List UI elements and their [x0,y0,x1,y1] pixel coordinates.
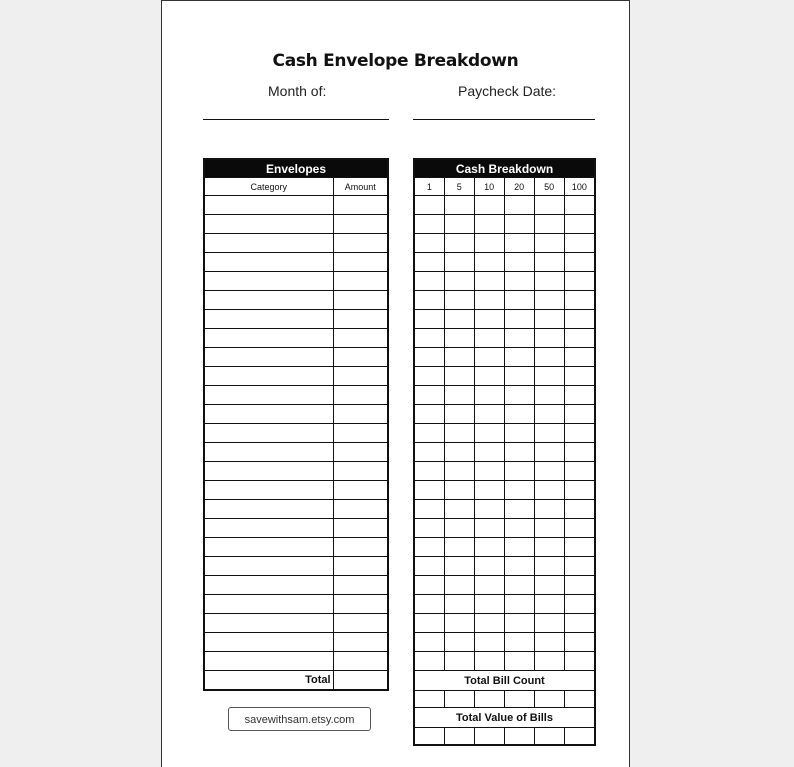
bill-count-cell[interactable] [504,215,534,234]
amount-cell[interactable] [333,367,388,386]
bill-count-cell[interactable] [474,557,504,576]
bill-count-cell[interactable] [564,633,595,652]
bill-count-cell[interactable] [564,291,595,310]
cash-row [414,652,595,671]
amount-cell[interactable] [333,576,388,595]
bill-count-cell[interactable] [504,367,534,386]
denomination-header: 20 [504,178,534,196]
cash-row [414,234,595,253]
bill-count-cell[interactable] [474,652,504,671]
bill-count-cell[interactable] [564,272,595,291]
bill-count-cell[interactable] [504,519,534,538]
bill-count-cell[interactable] [444,386,474,405]
envelope-row [204,196,388,215]
bill-count-cell[interactable] [444,291,474,310]
bill-count-total-cell[interactable] [534,691,564,708]
bill-count-cell[interactable] [504,405,534,424]
bill-count-cell[interactable] [474,481,504,500]
bill-count-cell[interactable] [474,329,504,348]
category-cell[interactable] [204,196,333,215]
total-value-row [414,728,595,746]
paycheck-date-line [413,119,595,120]
amount-cell[interactable] [333,348,388,367]
envelopes-table [203,158,389,691]
bill-count-cell[interactable] [564,519,595,538]
envelope-row [204,310,388,329]
bill-count-cell[interactable] [534,253,564,272]
bill-count-cell[interactable] [504,291,534,310]
bill-count-cell[interactable] [534,557,564,576]
cash-breakdown-header: Cash Breakdown [414,159,595,178]
bill-count-cell[interactable] [444,443,474,462]
bill-count-cell[interactable] [534,462,564,481]
cash-row [414,633,595,652]
bill-count-cell[interactable] [444,557,474,576]
envelope-row [204,652,388,671]
bill-count-cell[interactable] [414,652,444,671]
bill-count-cell[interactable] [564,215,595,234]
bill-count-cell[interactable] [564,595,595,614]
bill-count-cell[interactable] [564,329,595,348]
category-cell[interactable] [204,595,333,614]
cash-row [414,462,595,481]
bill-count-cell[interactable] [444,405,474,424]
bill-count-cell[interactable] [444,424,474,443]
amount-cell[interactable] [333,386,388,405]
category-cell[interactable] [204,500,333,519]
bill-value-total-cell[interactable] [444,728,474,746]
bill-count-cell[interactable] [444,310,474,329]
amount-cell[interactable] [333,633,388,652]
paycheck-date-label: Paycheck Date: [458,83,557,99]
envelope-row [204,329,388,348]
bill-count-cell[interactable] [564,405,595,424]
bill-count-cell[interactable] [504,424,534,443]
bill-count-cell[interactable] [474,367,504,386]
bill-count-cell[interactable] [534,348,564,367]
cash-row [414,367,595,386]
bill-count-cell[interactable] [474,500,504,519]
bill-count-cell[interactable] [414,538,444,557]
bill-count-cell[interactable] [504,386,534,405]
amount-cell[interactable] [333,652,388,671]
amount-cell[interactable] [333,234,388,253]
bill-count-cell[interactable] [414,595,444,614]
cash-row [414,576,595,595]
bill-count-cell[interactable] [564,386,595,405]
bill-count-cell[interactable] [564,614,595,633]
cash-row [414,614,595,633]
amount-column-header: Amount [333,178,388,196]
worksheet-page [161,0,630,767]
denomination-header: 5 [444,178,474,196]
envelope-row [204,348,388,367]
bill-count-cell[interactable] [564,652,595,671]
cash-row [414,253,595,272]
bill-count-cell[interactable] [414,215,444,234]
envelope-row [204,614,388,633]
envelope-row [204,234,388,253]
bill-count-cell[interactable] [534,234,564,253]
envelope-total-cell[interactable] [333,671,388,691]
category-cell[interactable] [204,576,333,595]
bill-count-cell[interactable] [504,576,534,595]
bill-count-cell[interactable] [564,462,595,481]
bill-count-cell[interactable] [534,443,564,462]
bill-count-cell[interactable] [564,576,595,595]
bill-count-cell[interactable] [504,462,534,481]
envelope-row [204,424,388,443]
bill-count-cell[interactable] [444,576,474,595]
denomination-header: 100 [564,178,595,196]
category-cell[interactable] [204,215,333,234]
bill-count-cell[interactable] [474,576,504,595]
bill-count-cell[interactable] [534,595,564,614]
bill-count-cell[interactable] [564,234,595,253]
category-cell[interactable] [204,329,333,348]
month-of-line [203,119,389,120]
denomination-header: 50 [534,178,564,196]
bill-count-cell[interactable] [414,310,444,329]
category-cell[interactable] [204,443,333,462]
bill-count-cell[interactable] [534,576,564,595]
envelope-row [204,291,388,310]
bill-count-cell[interactable] [414,234,444,253]
bill-count-cell[interactable] [504,348,534,367]
bill-count-cell[interactable] [474,196,504,215]
bill-count-cell[interactable] [504,310,534,329]
bill-count-cell[interactable] [564,481,595,500]
bill-count-cell[interactable] [534,386,564,405]
bill-count-cell[interactable] [444,652,474,671]
bill-count-cell[interactable] [564,500,595,519]
bill-count-cell[interactable] [414,519,444,538]
category-cell[interactable] [204,253,333,272]
bill-count-cell[interactable] [534,291,564,310]
category-cell[interactable] [204,367,333,386]
bill-count-cell[interactable] [414,291,444,310]
envelope-row [204,367,388,386]
cash-row [414,348,595,367]
cash-row [414,215,595,234]
bill-count-cell[interactable] [444,272,474,291]
bill-count-cell[interactable] [474,633,504,652]
bill-count-cell[interactable] [534,310,564,329]
category-cell[interactable] [204,424,333,443]
amount-cell[interactable] [333,253,388,272]
cash-row [414,500,595,519]
bill-count-cell[interactable] [504,614,534,633]
envelope-row [204,576,388,595]
envelope-row [204,500,388,519]
bill-count-cell[interactable] [414,576,444,595]
bill-count-cell[interactable] [444,519,474,538]
amount-cell[interactable] [333,500,388,519]
envelope-row [204,405,388,424]
category-cell[interactable] [204,481,333,500]
bill-count-cell[interactable] [444,595,474,614]
bill-count-cell[interactable] [564,424,595,443]
amount-cell[interactable] [333,557,388,576]
amount-cell[interactable] [333,405,388,424]
bill-count-cell[interactable] [564,538,595,557]
bill-count-cell[interactable] [414,196,444,215]
envelope-row [204,443,388,462]
cash-row [414,386,595,405]
bill-count-cell[interactable] [504,652,534,671]
amount-cell[interactable] [333,272,388,291]
bill-count-cell[interactable] [444,215,474,234]
bill-count-cell[interactable] [534,481,564,500]
cash-row [414,310,595,329]
bill-count-cell[interactable] [474,443,504,462]
bill-count-cell[interactable] [504,538,534,557]
bill-count-cell[interactable] [444,633,474,652]
bill-count-cell[interactable] [444,348,474,367]
bill-count-cell[interactable] [414,557,444,576]
bill-count-cell[interactable] [534,538,564,557]
bill-value-total-cell[interactable] [564,728,595,746]
category-cell[interactable] [204,272,333,291]
category-cell[interactable] [204,462,333,481]
envelope-row [204,633,388,652]
bill-value-total-cell[interactable] [534,728,564,746]
bill-count-cell[interactable] [564,367,595,386]
envelope-row [204,386,388,405]
amount-cell[interactable] [333,481,388,500]
bill-count-cell[interactable] [414,481,444,500]
bill-count-cell[interactable] [474,519,504,538]
amount-cell[interactable] [333,424,388,443]
cash-row [414,272,595,291]
bill-count-cell[interactable] [414,633,444,652]
amount-cell[interactable] [333,291,388,310]
bill-count-cell[interactable] [444,196,474,215]
bill-count-cell[interactable] [564,557,595,576]
category-column-header: Category [204,178,333,196]
bill-count-cell[interactable] [414,462,444,481]
cash-row [414,538,595,557]
bill-count-cell[interactable] [534,196,564,215]
bill-count-cell[interactable] [474,272,504,291]
bill-count-cell[interactable] [534,272,564,291]
total-value-label: Total Value of Bills [414,708,595,728]
bill-count-cell[interactable] [474,614,504,633]
bill-count-cell[interactable] [444,234,474,253]
bill-count-cell[interactable] [504,329,534,348]
cash-row [414,329,595,348]
total-bill-count-row [414,691,595,708]
envelope-row [204,272,388,291]
bill-count-cell[interactable] [414,367,444,386]
category-cell[interactable] [204,614,333,633]
bill-count-cell[interactable] [444,462,474,481]
bill-count-cell[interactable] [474,253,504,272]
bill-count-cell[interactable] [534,519,564,538]
denomination-header: 1 [414,178,444,196]
bill-count-cell[interactable] [444,367,474,386]
bill-count-cell[interactable] [504,557,534,576]
bill-count-cell[interactable] [414,329,444,348]
bill-count-cell[interactable] [564,196,595,215]
bill-count-cell[interactable] [534,633,564,652]
bill-count-cell[interactable] [414,272,444,291]
category-cell[interactable] [204,386,333,405]
bill-count-cell[interactable] [534,367,564,386]
category-cell[interactable] [204,348,333,367]
envelope-row [204,519,388,538]
bill-count-cell[interactable] [474,234,504,253]
bill-count-cell[interactable] [474,595,504,614]
amount-cell[interactable] [333,595,388,614]
bill-count-cell[interactable] [534,215,564,234]
bill-count-cell[interactable] [564,348,595,367]
bill-count-cell[interactable] [474,538,504,557]
month-of-label: Month of: [268,83,327,99]
category-cell[interactable] [204,291,333,310]
envelope-row [204,538,388,557]
bill-count-cell[interactable] [504,633,534,652]
total-bill-count-label: Total Bill Count [414,671,595,691]
bill-count-cell[interactable] [474,424,504,443]
bill-count-cell[interactable] [504,595,534,614]
bill-count-cell[interactable] [414,443,444,462]
amount-cell[interactable] [333,215,388,234]
bill-count-cell[interactable] [414,386,444,405]
bill-count-cell[interactable] [504,500,534,519]
bill-count-cell[interactable] [474,386,504,405]
bill-count-cell[interactable] [474,310,504,329]
envelope-row [204,462,388,481]
bill-count-total-cell[interactable] [444,691,474,708]
cash-row [414,405,595,424]
category-cell[interactable] [204,538,333,557]
envelope-row [204,481,388,500]
envelope-row [204,557,388,576]
cash-row [414,443,595,462]
bill-count-cell[interactable] [444,253,474,272]
cash-row [414,519,595,538]
category-cell[interactable] [204,519,333,538]
bill-count-cell[interactable] [534,614,564,633]
bill-value-total-cell[interactable] [504,728,534,746]
cash-rows [414,196,595,671]
category-cell[interactable] [204,405,333,424]
bill-count-cell[interactable] [414,614,444,633]
envelope-row [204,215,388,234]
category-cell[interactable] [204,633,333,652]
bill-count-cell[interactable] [414,500,444,519]
cash-row [414,595,595,614]
bill-count-cell[interactable] [504,253,534,272]
bill-count-cell[interactable] [534,405,564,424]
bill-count-cell[interactable] [414,348,444,367]
category-cell[interactable] [204,652,333,671]
bill-count-cell[interactable] [504,481,534,500]
bill-count-cell[interactable] [444,329,474,348]
bill-count-cell[interactable] [564,253,595,272]
bill-count-cell[interactable] [474,462,504,481]
envelope-rows [204,196,388,671]
bill-count-cell[interactable] [504,443,534,462]
cash-row [414,424,595,443]
category-cell[interactable] [204,557,333,576]
bill-count-cell[interactable] [564,443,595,462]
bill-count-cell[interactable] [414,405,444,424]
denomination-row [414,178,595,196]
amount-cell[interactable] [333,519,388,538]
bill-count-cell[interactable] [474,348,504,367]
bill-count-cell[interactable] [444,538,474,557]
bill-count-cell[interactable] [534,329,564,348]
bill-value-total-cell[interactable] [474,728,504,746]
denomination-header: 10 [474,178,504,196]
amount-cell[interactable] [333,196,388,215]
bill-count-cell[interactable] [534,652,564,671]
bill-count-cell[interactable] [534,424,564,443]
etsy-shop-badge[interactable]: savewithsam.etsy.com [228,707,371,731]
amount-cell[interactable] [333,614,388,633]
envelope-row [204,595,388,614]
category-cell[interactable] [204,234,333,253]
bill-count-total-cell[interactable] [474,691,504,708]
bill-count-total-cell[interactable] [504,691,534,708]
envelopes-header: Envelopes [204,159,388,178]
envelope-row [204,253,388,272]
amount-cell[interactable] [333,538,388,557]
bill-count-cell[interactable] [414,253,444,272]
bill-count-cell[interactable] [504,196,534,215]
cash-row [414,557,595,576]
page-title: Cash Envelope Breakdown [272,51,519,71]
cash-row [414,196,595,215]
category-cell[interactable] [204,310,333,329]
bill-value-total-cell[interactable] [414,728,444,746]
cash-row [414,291,595,310]
bill-count-cell[interactable] [444,614,474,633]
bill-count-total-cell[interactable] [414,691,444,708]
bill-count-cell[interactable] [534,500,564,519]
bill-count-cell[interactable] [504,234,534,253]
amount-cell[interactable] [333,443,388,462]
bill-count-cell[interactable] [474,405,504,424]
cash-breakdown-table [413,158,596,746]
bill-count-cell[interactable] [564,310,595,329]
amount-cell[interactable] [333,462,388,481]
amount-cell[interactable] [333,329,388,348]
bill-count-cell[interactable] [504,272,534,291]
envelope-total-label: Total [204,671,333,691]
bill-count-cell[interactable] [444,481,474,500]
cash-row [414,481,595,500]
bill-count-cell[interactable] [414,424,444,443]
bill-count-cell[interactable] [474,291,504,310]
bill-count-cell[interactable] [444,500,474,519]
bill-count-cell[interactable] [474,215,504,234]
bill-count-total-cell[interactable] [564,691,595,708]
amount-cell[interactable] [333,310,388,329]
